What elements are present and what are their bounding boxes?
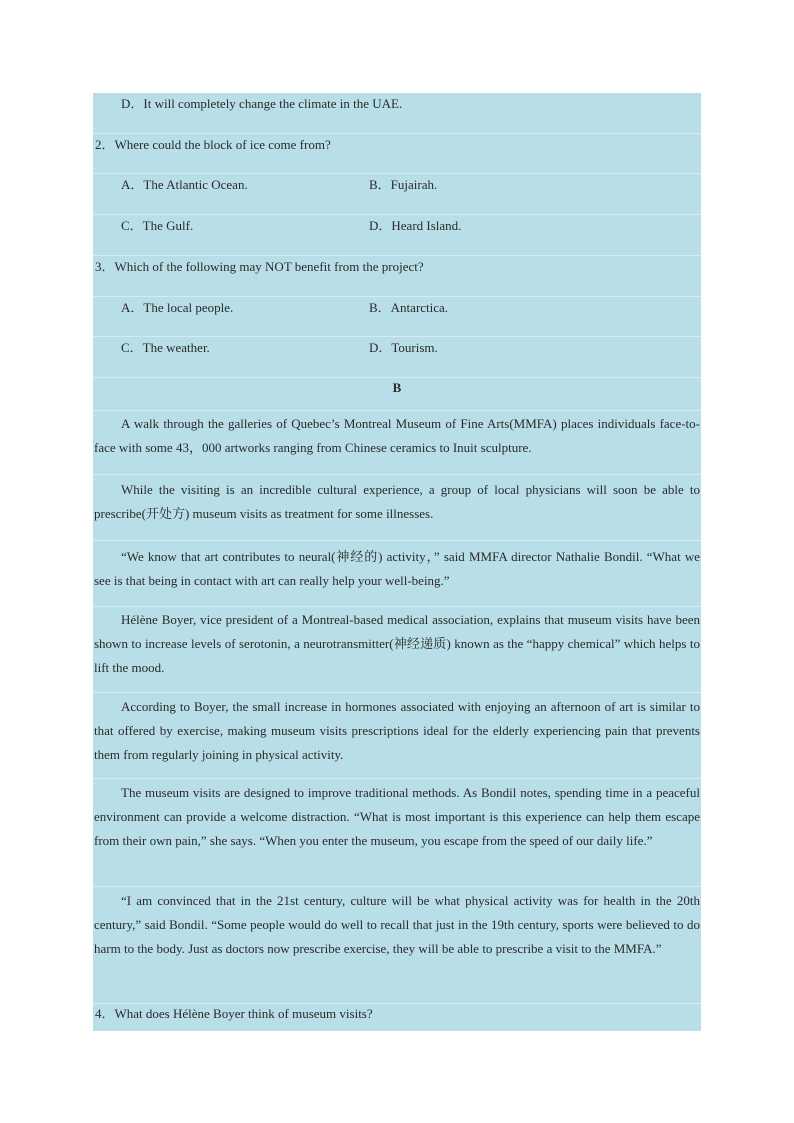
passage-paragraph-1: A walk through the galleries of Quebec’s Montreal Museum of Fine Arts(MMFA) places individuals face-to-face with some 43，000 artworks ranging from Chinese ceramics to Inuit sculpture. bbox=[94, 416, 700, 455]
paragraph-row bbox=[93, 541, 701, 607]
q2-option-a: A．The Atlantic Ocean. bbox=[121, 177, 248, 192]
q2-options-row-2 bbox=[93, 215, 701, 256]
passage-paragraph-5: According to Boyer, the small increase in hormones associated with enjoying an afternoon of art is similar to that offered by exercise, making museum visits prescriptions ideal for the elderly experiencing pain that prevents them from regularly joining in physical activity. bbox=[94, 699, 700, 762]
q2-option-c: C．The Gulf. bbox=[121, 218, 194, 233]
paragraph-row bbox=[93, 693, 701, 779]
q3-option-d: D．Tourism. bbox=[369, 340, 438, 355]
q2-options-row-1 bbox=[93, 174, 701, 215]
paragraph-row bbox=[93, 411, 701, 475]
q4-stem-row bbox=[93, 1004, 701, 1031]
q1-option-row bbox=[93, 93, 701, 134]
q3-options-row-1 bbox=[93, 297, 701, 337]
paragraph-row bbox=[93, 779, 701, 887]
q3-stem: 3．Which of the following may NOT benefit from the project? bbox=[95, 259, 424, 274]
q3-option-c: C．The weather. bbox=[121, 340, 210, 355]
paragraph-row bbox=[93, 607, 701, 693]
passage-paragraph-4: Hélène Boyer, vice president of a Montreal-based medical association, explains that museum visits have been shown to increase levels of serotonin, a neurotransmitter(神经递质) known as the “happy chemical” which helps to lift the mood. bbox=[94, 612, 700, 675]
q2-option-b: B．Fujairah. bbox=[369, 177, 438, 192]
q4-stem: 4．What does Hélène Boyer think of museum visits? bbox=[95, 1006, 373, 1021]
q2-stem-row bbox=[93, 134, 701, 174]
q3-options-row-2 bbox=[93, 337, 701, 378]
q2-option-d: D．Heard Island. bbox=[369, 218, 462, 233]
q2-stem: 2．Where could the block of ice come from? bbox=[95, 137, 331, 152]
passage-paragraph-2: While the visiting is an incredible cultural experience, a group of local physicians will soon be able to prescribe(开处方) museum visits as treatment for some illnesses. bbox=[94, 482, 700, 521]
q3-stem-row bbox=[93, 256, 701, 297]
passage-paragraph-3: “We know that art contributes to neural(神经的) activity，” said MMFA director Nathalie Bondil. “What we see is that being in contact with art can really help your well-being.” bbox=[94, 549, 700, 588]
exam-sheet bbox=[93, 93, 701, 1031]
q3-option-b: B．Antarctica. bbox=[369, 300, 449, 315]
passage-paragraph-7: “I am convinced that in the 21st century, culture will be what physical activity was for health in the 20th century,” said Bondil. “Some people would do well to recall that just in the 19th century, sports were believed to do harm to the body. Just as doctors now prescribe exercise, they will be able to prescribe a visit to the MMFA.” bbox=[94, 893, 700, 956]
passage-paragraph-6: The museum visits are designed to improve traditional methods. As Bondil notes, spending time in a peaceful environment can provide a welcome distraction. “What is most important is this experience can help them escape from their own pain,” she says. “When you enter the museum, you escape from the speed of our daily life.” bbox=[94, 785, 700, 848]
q3-option-a: A．The local people. bbox=[121, 300, 234, 315]
passage-heading-row bbox=[93, 378, 701, 411]
paragraph-row bbox=[93, 887, 701, 1004]
paragraph-row bbox=[93, 475, 701, 541]
q1-option-d: D．It will completely change the climate in the UAE. bbox=[121, 96, 403, 111]
passage-heading: B bbox=[392, 380, 402, 395]
